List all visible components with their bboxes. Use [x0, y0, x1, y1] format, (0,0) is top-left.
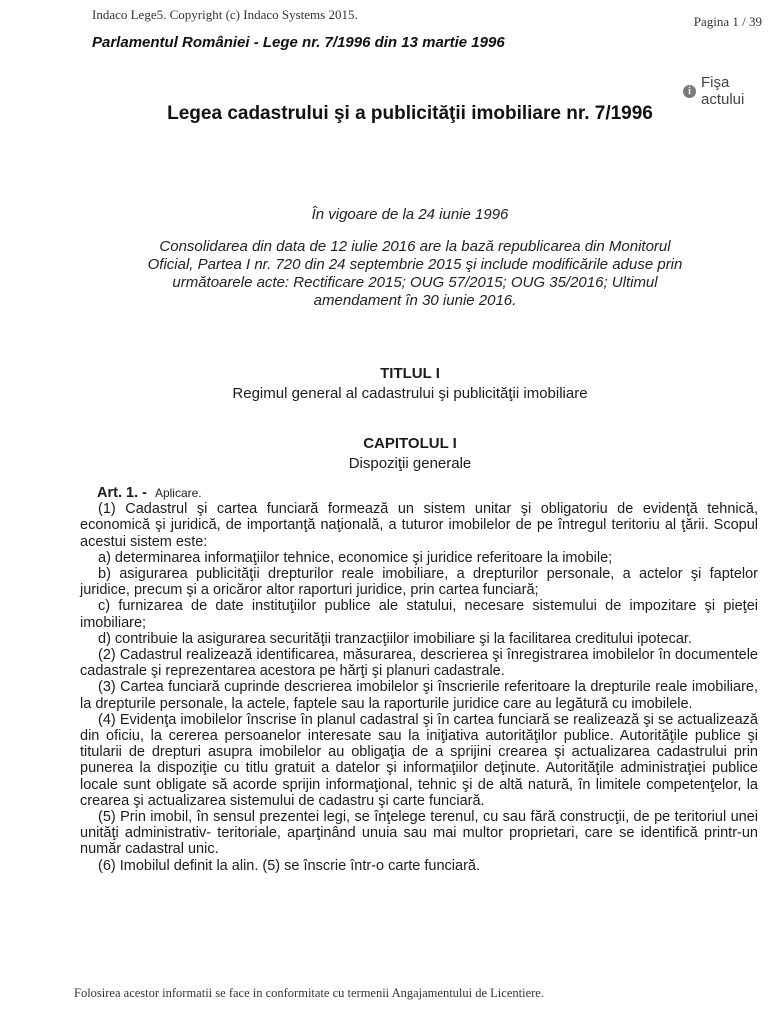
paragraph: d) contribuie la asigurarea securităţii tranzacţiilor imobiliare şi la facilitarea creditului ipotecar. [98, 630, 692, 647]
title-heading: TITLUL I [380, 365, 440, 382]
paragraph: (2) Cadastrul realizează identificarea, măsurarea, descrierea şi înregistrarea imobilelor în documentele cadastrale şi reprezentarea acestora pe hărţi şi planuri cadastrale. [80, 647, 758, 680]
paragraph: a) determinarea informaţiilor tehnice, economice şi juridice referitoare la imobile; [98, 549, 613, 566]
document-title: Legea cadastrului şi a publicităţii imobiliare nr. 7/1996 [167, 103, 653, 124]
in-force-date: În vigoare de la 24 iunie 1996 [311, 206, 509, 223]
paragraph: (5) Prin imobil, în sensul prezentei legi, se înţelege terenul, cu sau fără construcţii, de pe teritoriul unei unităţi administrativ- teritoriale, aparţinând unuia sau mai multor proprietari, care se identifică printr-un număr cadastral unic. [80, 809, 758, 858]
paragraph: b) asigurarea publicităţii drepturilor reale imobiliare, a drepturilor personale, a actelor şi faptelor juridice, precum şi a oricăror altor raporturi juridice, prin cartea funciară; [80, 566, 758, 599]
chapter-heading: CAPITOLUL I [363, 435, 457, 452]
paragraph: c) furnizarea de date instituţiilor publice ale statului, necesare sistemului de impozitare şi pieţei imobiliare; [80, 598, 758, 631]
article-body [80, 485, 758, 874]
title-text: Regimul general al cadastrului şi publicităţii imobiliare [232, 385, 588, 402]
page-indicator: Pagina 1 / 39 [693, 14, 762, 29]
fisa-actului-link[interactable] [683, 74, 761, 108]
article-heading [97, 485, 758, 501]
article-name: Aplicare. [154, 486, 202, 500]
paragraph: (1) Cadastrul şi cartea funciară formează un sistem unitar şi obligatoriu de evidenţă tehnică, economică şi juridică, de importanţă naţională, a tuturor imobilelor de pe întregul teritoriu al ţării. Scopul acestui sistem este: [80, 501, 758, 550]
consolidation-note: Consolidarea din data de 12 iulie 2016 are la bază republicarea din Monitorul Oficial, Partea I nr. 720 din 24 septembrie 2015 şi include modificările aduse prin următoarele acte: Rectificare 2015; OUG 57/2015; OUG 35/2016; Ultimul amendament în 30 iunie 2016. [147, 238, 683, 309]
copyright-notice: Indaco Lege5. Copyright (c) Indaco Systems 2015. [92, 7, 358, 22]
chapter-text: Dispoziţii generale [348, 455, 472, 472]
document-subtitle: Parlamentul României - Lege nr. 7/1996 din 13 martie 1996 [92, 34, 505, 51]
license-footer: Folosirea acestor informatii se face in conformitate cu termenii Angajamentului de Licentiere. [74, 986, 544, 1000]
info-icon: i [683, 85, 696, 98]
paragraph: (3) Cartea funciară cuprinde descrierea imobilelor şi înscrierile referitoare la drepturile reale imobiliare, la drepturile personale, la actele, faptele sau la raporturile juridice care au legătură cu imobilele. [80, 679, 758, 712]
paragraph: (4) Evidenţa imobilelor înscrise în planul cadastral şi în cartea funciară se realizează şi se actualizează din oficiu, la cererea persoanelor interesate sau la iniţiativa autorităţilor publice. Autorităţile publice şi titularii de drepturi asupra imobilelor au obligaţia de a sprijini crearea şi actualizarea cadastrului prin punerea la dispoziţie cu titlu gratuit a datelor şi informaţiilor deţinute. Autorităţile administraţiei publice locale sunt obligate să acorde sprijin informaţional, tehnic şi de altă natură, în limitele competenţelor, la crearea şi actualizarea sistemului de cadastru şi carte funciară. [80, 711, 758, 809]
paragraph: (6) Imobilul definit la alin. (5) se înscrie într-o carte funciară. [98, 857, 480, 874]
article-number: Art. 1. - [97, 485, 147, 501]
fisa-actului-label: Fişa actului [701, 74, 745, 108]
